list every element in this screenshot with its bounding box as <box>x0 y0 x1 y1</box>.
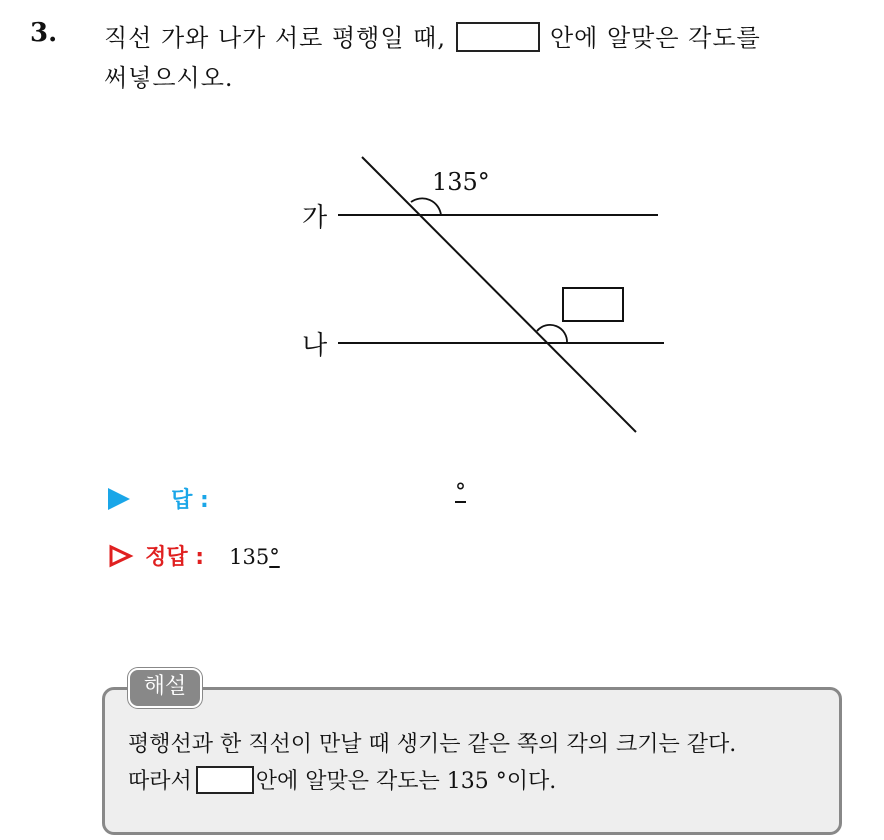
explanation-text-after-blank: 안에 알맞은 각도는 135 °이다. <box>255 769 557 794</box>
answer-row <box>108 483 209 514</box>
correct-answer-label: 정답 : <box>145 545 205 570</box>
question-text-before-blank: 직선 가와 나가 서로 평행일 때, <box>104 24 446 52</box>
explanation-box <box>102 687 842 835</box>
explanation-blank-box <box>196 766 254 794</box>
angle-arc-top <box>411 198 441 215</box>
outline-triangle-icon <box>108 544 134 568</box>
question-text-line2: 써넣으시오. <box>104 64 234 92</box>
explanation-line2 <box>128 764 556 795</box>
correct-answer-row <box>108 540 280 571</box>
angle-arc-bottom <box>537 325 567 343</box>
answer-label: 답 : <box>171 488 209 513</box>
question-text-after-blank: 안에 알맞은 각도를 <box>549 24 761 52</box>
line-label-ga: 가 <box>302 203 328 233</box>
filled-triangle-icon <box>108 488 130 510</box>
explanation-line1: 평행선과 한 직선이 만날 때 생기는 같은 쪽의 각의 크기는 같다. <box>128 732 737 757</box>
explanation-tag: 해설 <box>128 668 202 708</box>
angle-label-135: 135° <box>432 168 490 196</box>
correct-answer-value: 135° <box>229 545 280 569</box>
explanation-text-before-blank: 따라서 <box>128 769 192 794</box>
line-label-na: 나 <box>302 331 328 361</box>
unknown-angle-box <box>563 288 623 321</box>
question-number: 3. <box>30 18 58 48</box>
answer-degree-blank: ° <box>455 480 466 505</box>
